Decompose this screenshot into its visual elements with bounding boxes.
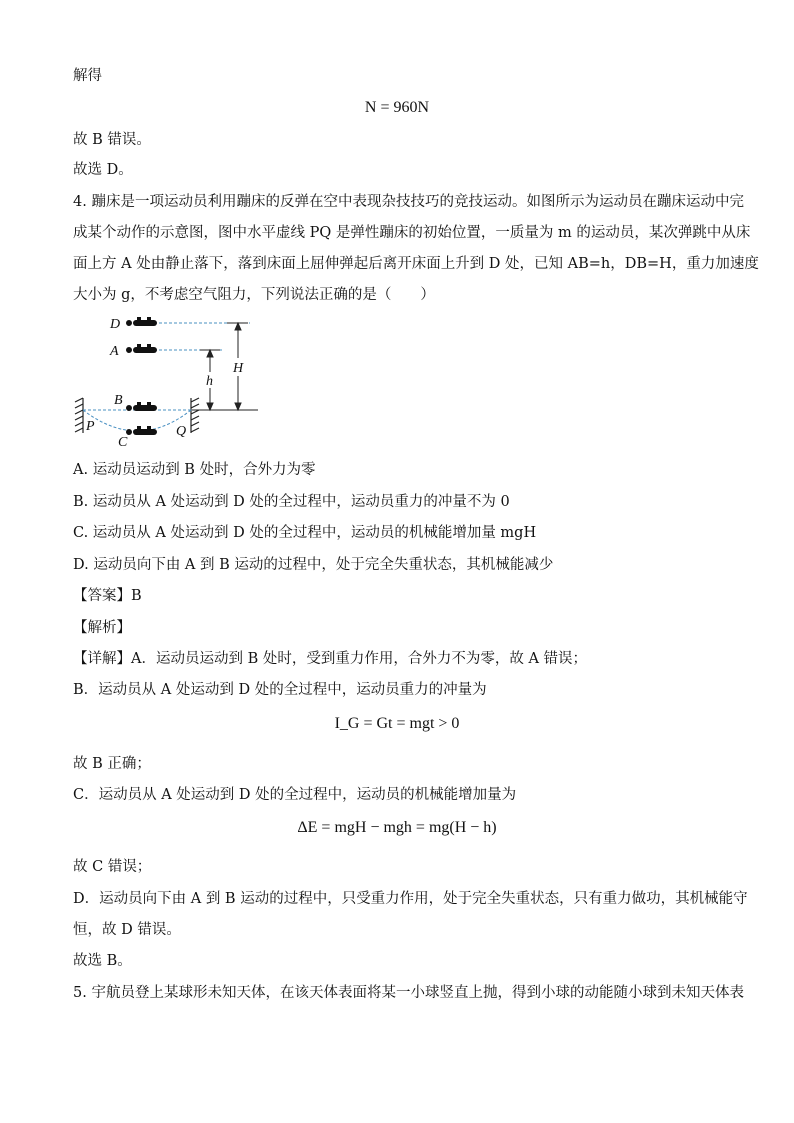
label-p: P (86, 419, 95, 434)
text-c-wrong: 故 C 错误； (73, 859, 152, 875)
label-d: D (110, 317, 121, 332)
answer-tag: 【答案】 (73, 588, 131, 604)
detail-c: C．运动员从 A 处运动到 D 处的全过程中，运动员的机械能增加量为 (73, 787, 517, 803)
equation-de: ΔE = mgH − mgh = mg(H − h) (297, 819, 497, 836)
text-b-right: 故 B 正确； (73, 756, 151, 772)
option-a: A. 运动员运动到 B 处时，合外力为零 (73, 462, 316, 478)
athlete-c (126, 426, 157, 435)
athlete-a (126, 344, 157, 353)
q5-stem-line-1: 5. 宇航员登上某球形未知天体，在该天体表面将某一小球竖直上抛，得到小球的动能随小球到未知天体表 (73, 985, 744, 1001)
text-b-wrong: 故 B 错误。 (73, 132, 151, 148)
answer-value: B (131, 588, 142, 604)
answer-row (73, 586, 142, 606)
label-a: A (110, 344, 119, 359)
text-choose-b: 故选 B。 (73, 953, 132, 969)
option-d: D. 运动员向下由 A 到 B 运动的过程中，处于完全失重状态，其机械能减少 (73, 557, 554, 573)
q4-stem-line-3: 面上方 A 处由静止落下，落到床面上屈伸弹起后离开床面上升到 D 处，已知 AB=h，DB=H，重力加速度 (73, 256, 759, 272)
analysis-tag: 【解析】 (73, 620, 131, 636)
q4-stem-line-2: 成某个动作的示意图，图中水平虚线 PQ 是弹性蹦床的初始位置，一质量为 m 的运动员，某次弹跳中从床 (73, 225, 751, 241)
label-bigh: H (233, 361, 244, 376)
label-b: B (114, 393, 123, 408)
equation-n: N = 960N (364, 99, 430, 116)
athlete-b (126, 402, 157, 411)
athlete-d (126, 317, 157, 326)
label-h: h (206, 374, 213, 389)
trampoline-figure (72, 310, 272, 450)
right-wall (191, 398, 199, 433)
q4-stem-line-1: 4. 蹦床是一项运动员利用蹦床的反弹在空中表现杂技技巧的竞技运动。如图所示为运动员在蹦床运动中完 (73, 194, 744, 210)
label-c: C (118, 435, 128, 450)
option-b: B. 运动员从 A 处运动到 D 处的全过程中，运动员重力的冲量不为 0 (73, 494, 510, 510)
detail-a: A．运动员运动到 B 处时，受到重力作用，合外力不为零，故 A 错误； (131, 651, 588, 667)
text-jiede: 解得 (73, 68, 102, 84)
detail-a-row (73, 649, 587, 669)
option-c: C. 运动员从 A 处运动到 D 处的全过程中，运动员的机械能增加量 mgH (73, 525, 537, 541)
label-q: Q (176, 424, 187, 439)
detail-d-line-2: 恒，故 D 错误。 (73, 922, 181, 938)
equation-ig: I_G = Gt = mgt > 0 (334, 715, 460, 732)
detail-b: B．运动员从 A 处运动到 D 处的全过程中，运动员重力的冲量为 (73, 682, 487, 698)
detail-d-line-1: D．运动员向下由 A 到 B 运动的过程中，只受重力作用，处于完全失重状态，只有重力做功，其机械能守 (73, 891, 748, 907)
text-choose-d: 故选 D。 (73, 162, 133, 178)
detail-tag: 【详解】 (73, 651, 131, 667)
left-wall (75, 398, 83, 433)
q4-stem-line-4: 大小为 g，不考虑空气阻力，下列说法正确的是（ ） (73, 287, 435, 303)
